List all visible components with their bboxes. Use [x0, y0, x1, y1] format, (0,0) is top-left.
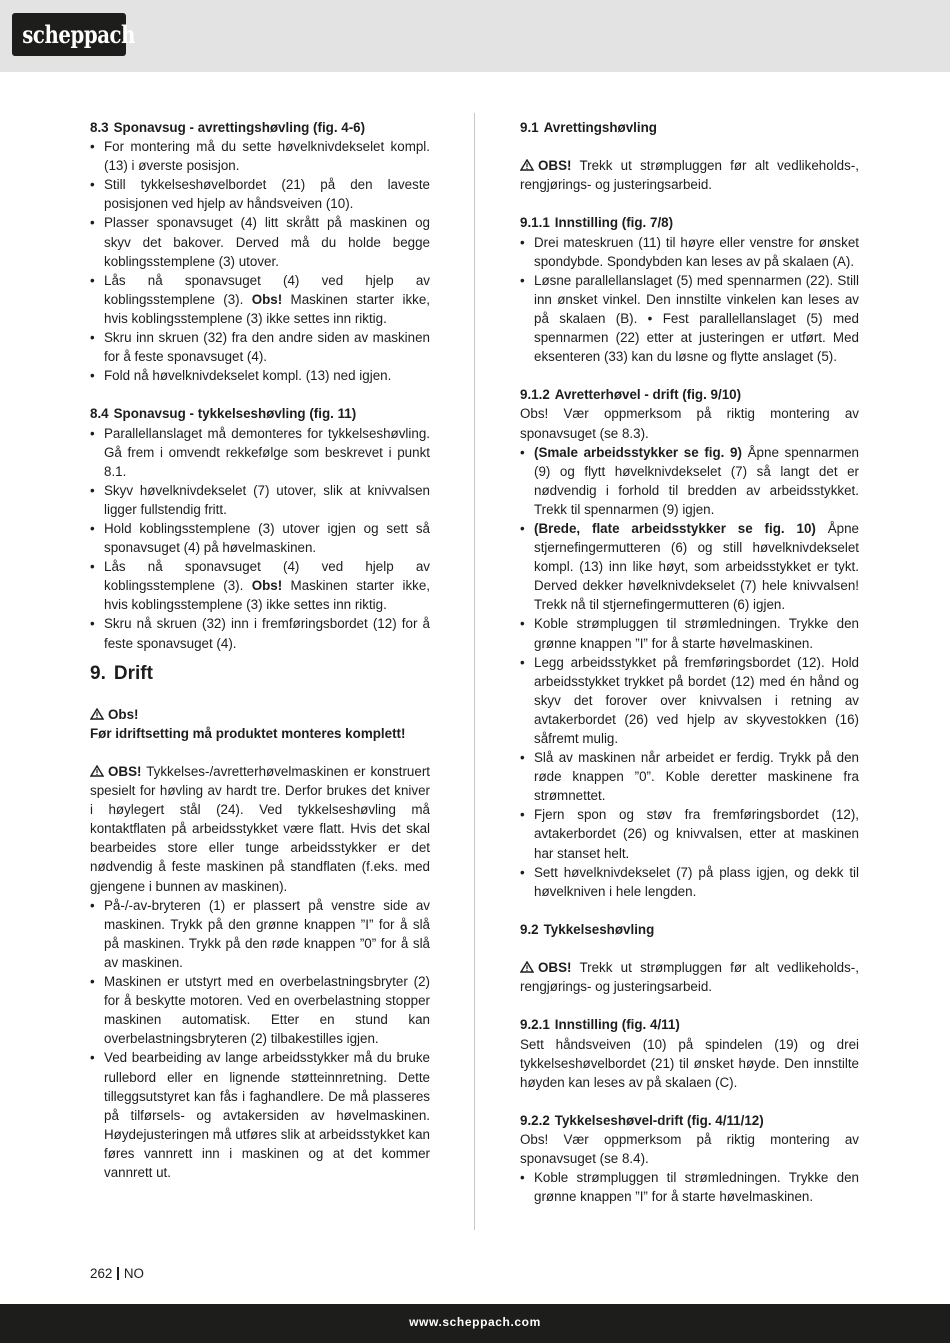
warning-triangle-icon — [90, 708, 104, 720]
section-9-1-1-heading: 9.1.1 Innstilling (fig. 7/8) — [520, 215, 674, 231]
section-8-4-heading: 8.4 Sponavsug - tykkelseshøvling (fig. 11) — [90, 406, 357, 422]
section-9-1-2-list — [520, 443, 859, 901]
list-item: • (Smale arbeidsstykker se fig. 9) Åpne spennarmen (9) og flytt høvelknivdekselet (7) så langt det er nødvendig i forhold til bredden av arbeidsstykket. Trekk til spennarmen (9) igjen. — [520, 443, 859, 519]
section-8-4-list — [90, 424, 430, 653]
list-item: • Drei mateskruen (11) til høyre eller venstre for ønsket spondybde. Spondybden kan leses av på skalaen (A). — [520, 233, 859, 271]
page-number-separator — [117, 1267, 119, 1280]
list-item: • Maskinen er utstyrt med en overbelastningsbryter (2) for å beskytte motoren. Ved en overbelastning stopper maskinen automatisk. Etter en stund kan overbelastningsbryteren (2) tilbakestilles igjen. — [90, 972, 430, 1048]
list-item: • Plasser sponavsuget (4) litt skrått på maskinen og skyv det bakover. Derved må du holde begge koblingsstemplene (3) utover. — [90, 213, 430, 270]
obs-warning: Obs! — [90, 705, 430, 724]
list-item: • Parallellanslaget må demonteres for tykkelseshøvling. Gå frem i omvendt rekkefølge som beskrevet i punkt 8.1. — [90, 424, 430, 481]
list-item: • For montering må du sette høvelknivdekselet kompl. (13) i øverste posisjon. — [90, 137, 430, 175]
section-9-1-2-heading: 9.1.2 Avretterhøvel - drift (fig. 9/10) — [520, 387, 742, 403]
section-9-2-heading: 9.2 Tykkelseshøvling — [520, 921, 655, 937]
section-8-3-list — [90, 137, 430, 385]
section-9-list — [90, 896, 430, 1182]
drift-paragraph: OBS! Tykkelses-/avretterhøvelmaskinen er konstruert spesielt for høvling av hardt tre. Derfor brukes det kniver i høylegert stål (24). Ved tykkelseshøvling må kontaktflaten på arbeidsstykket være flatt. Hvis det skal bearbeides store eller tunge arbeidsstykker er det nødvendig å feste maskinen på standflaten (f.eks. med gjengene i bunnen av maskinen). — [90, 764, 430, 894]
list-item: • Fjern spon og støv fra fremføringsbordet (12), avtakerbordet (26) og knivvalsen, etter at maskinen har stanset helt. — [520, 805, 859, 862]
warning-triangle-icon — [520, 961, 534, 973]
list-item: • På-/-av-bryteren (1) er plassert på venstre side av maskinen. Trykk på den grønne knappen ”I” for å slå på maskinen. Trykk på den røde knappen ”0” for å slå av maskinen. — [90, 896, 430, 972]
footer-band — [0, 1304, 950, 1343]
left-column — [90, 118, 430, 1182]
section-8-3-heading: 8.3 Sponavsug - avrettingshøvling (fig. 4-6) — [90, 120, 366, 135]
language-code: NO — [123, 1266, 144, 1281]
list-item: • Fold nå høvelknivdekselet kompl. (13) ned igjen. — [90, 366, 430, 385]
list-item: • Hold koblingsstemplene (3) utover igjen og sett så sponavsuget (4) på høvelmaskinen. — [90, 519, 430, 557]
list-item: • Skru nå skruen (32) inn i fremføringsbordet (12) for å feste sponavsuget (4). — [90, 614, 430, 652]
list-item: • Slå av maskinen når arbeidet er ferdig. Trykk på den røde knappen ”0”. Koble deretter maskinene fra strømnettet. — [520, 748, 859, 805]
list-item: • Ved bearbeiding av lange arbeidsstykker må du bruke rullebord eller en lignende støtteinnretning. Dette tilleggsutstyret kan fås i faghandlere. De må plasseres på tilførsels- og avtakersiden av høvelmaskinen. Høydejusteringen må utføres slik at arbeidsstykket kan føres vannrett inn i maskinen og at det kommer vannrett ut. — [90, 1048, 430, 1182]
list-item: • Koble strømpluggen til strømledningen. Trykke den grønne knappen ”I” for å starte høvelmaskinen. — [520, 614, 859, 652]
list-item: • Lås nå sponavsuget (4) ved hjelp av koblingsstemplene (3). Obs! Maskinen starter ikke, hvis koblingsstemplene (3) ikke settes inn riktig. — [90, 557, 430, 614]
warning-triangle-icon — [90, 765, 104, 777]
list-item: • Skru inn skruen (32) fra den andre siden av maskinen for å feste sponavsuget (4). — [90, 328, 430, 366]
warning-triangle-icon — [520, 159, 534, 171]
list-item: • Sett høvelknivdekselet (7) på plass igjen, og dekk til høvelkniven i hele lengden. — [520, 863, 859, 901]
page-number — [90, 1264, 144, 1283]
footer-url-link[interactable]: www.scheppach.com — [409, 1315, 541, 1329]
section-9-1-obs: OBS! Trekk ut strømpluggen før alt vedlikeholds-, rengjørings- og justeringsarbeid. — [520, 158, 859, 193]
brand-logo-text: scheppach — [22, 20, 136, 49]
page-number-value: 262 — [90, 1266, 113, 1281]
header-band — [0, 0, 950, 72]
section-9-2-1-text: Sett håndsveiven (10) på spindelen (19) og drei tykkelseshøvelbordet (21) til ønsket høyde. Den innstilte høyden kan leses av på skalaen (C). — [520, 1036, 859, 1090]
list-item: • Løsne parallellanslaget (5) med spennarmen (22). Still inn ønsket vinkel. Den innstilte vinkelen kan leses av på skalaen (B). • Fest parallellanslaget (5) med spennarmen (22) etter at justeringen er utført. Med eksenteren (33) kan du løsne og flytte anslaget (5). — [520, 271, 859, 366]
list-item: • (Brede, flate arbeidsstykker se fig. 10) Åpne stjernefingermutteren (6) og still høvelknivdekselet kompl. (13) inn like høyt, som arbeidsstykket er tykt. Derved dekker høvelknivdekselet (7) hele knivvalsen! Trekk nå til stjernefingermutteren (6) igjen. — [520, 519, 859, 614]
list-item: • Still tykkelseshøvelbordet (21) på den laveste posisjonen ved hjelp av håndsveiven (10). — [90, 175, 430, 213]
section-9-heading: 9. Drift — [90, 662, 153, 684]
section-9-2-obs: OBS! Trekk ut strømpluggen før alt vedlikeholds-, rengjørings- og justeringsarbeid. — [520, 960, 859, 995]
list-item: • Koble strømpluggen til strømledningen. Trykke den grønne knappen ”I” for å starte høvelmaskinen. — [520, 1168, 859, 1206]
section-9-2-2-heading: 9.2.2 Tykkelseshøvel-drift (fig. 4/11/12) — [520, 1112, 764, 1128]
brand-logo[interactable] — [12, 13, 136, 56]
section-9-2-2-list — [520, 1168, 859, 1206]
right-column — [520, 118, 859, 1206]
column-divider — [474, 113, 475, 1230]
list-item: • Legg arbeidsstykket på fremføringsbordet (12). Hold arbeidsstykket trykket på bordet (12) med én hånd og skyv det forover over knivvalsen i retning av avtakerbordet (26) ved hjelp av skyvestokken (16) såfremt mulig. — [520, 653, 859, 748]
section-9-1-2-intro: Obs! Vær oppmerksom på riktig montering av sponavsuget (se 8.3). — [520, 406, 859, 441]
section-9-2-2-intro: Obs! Vær oppmerksom på riktig montering av sponavsuget (se 8.4). — [520, 1131, 859, 1167]
section-9-1-1-list — [520, 233, 859, 367]
list-item: • Lås nå sponavsuget (4) ved hjelp av koblingsstemplene (3). Obs! Maskinen starter ikke, hvis koblingsstemplene (3) ikke settes inn riktig. — [90, 271, 430, 328]
list-item: • Skyv høvelknivdekselet (7) utover, slik at knivvalsen ligger fullstendig fritt. — [90, 481, 430, 519]
section-9-2-1-heading: 9.2.1 Innstilling (fig. 4/11) — [520, 1017, 680, 1033]
obs-warning-text: Før idriftsetting må produktet monteres komplett! — [90, 725, 406, 741]
section-9-1-heading: 9.1 Avrettingshøvling — [520, 120, 657, 135]
